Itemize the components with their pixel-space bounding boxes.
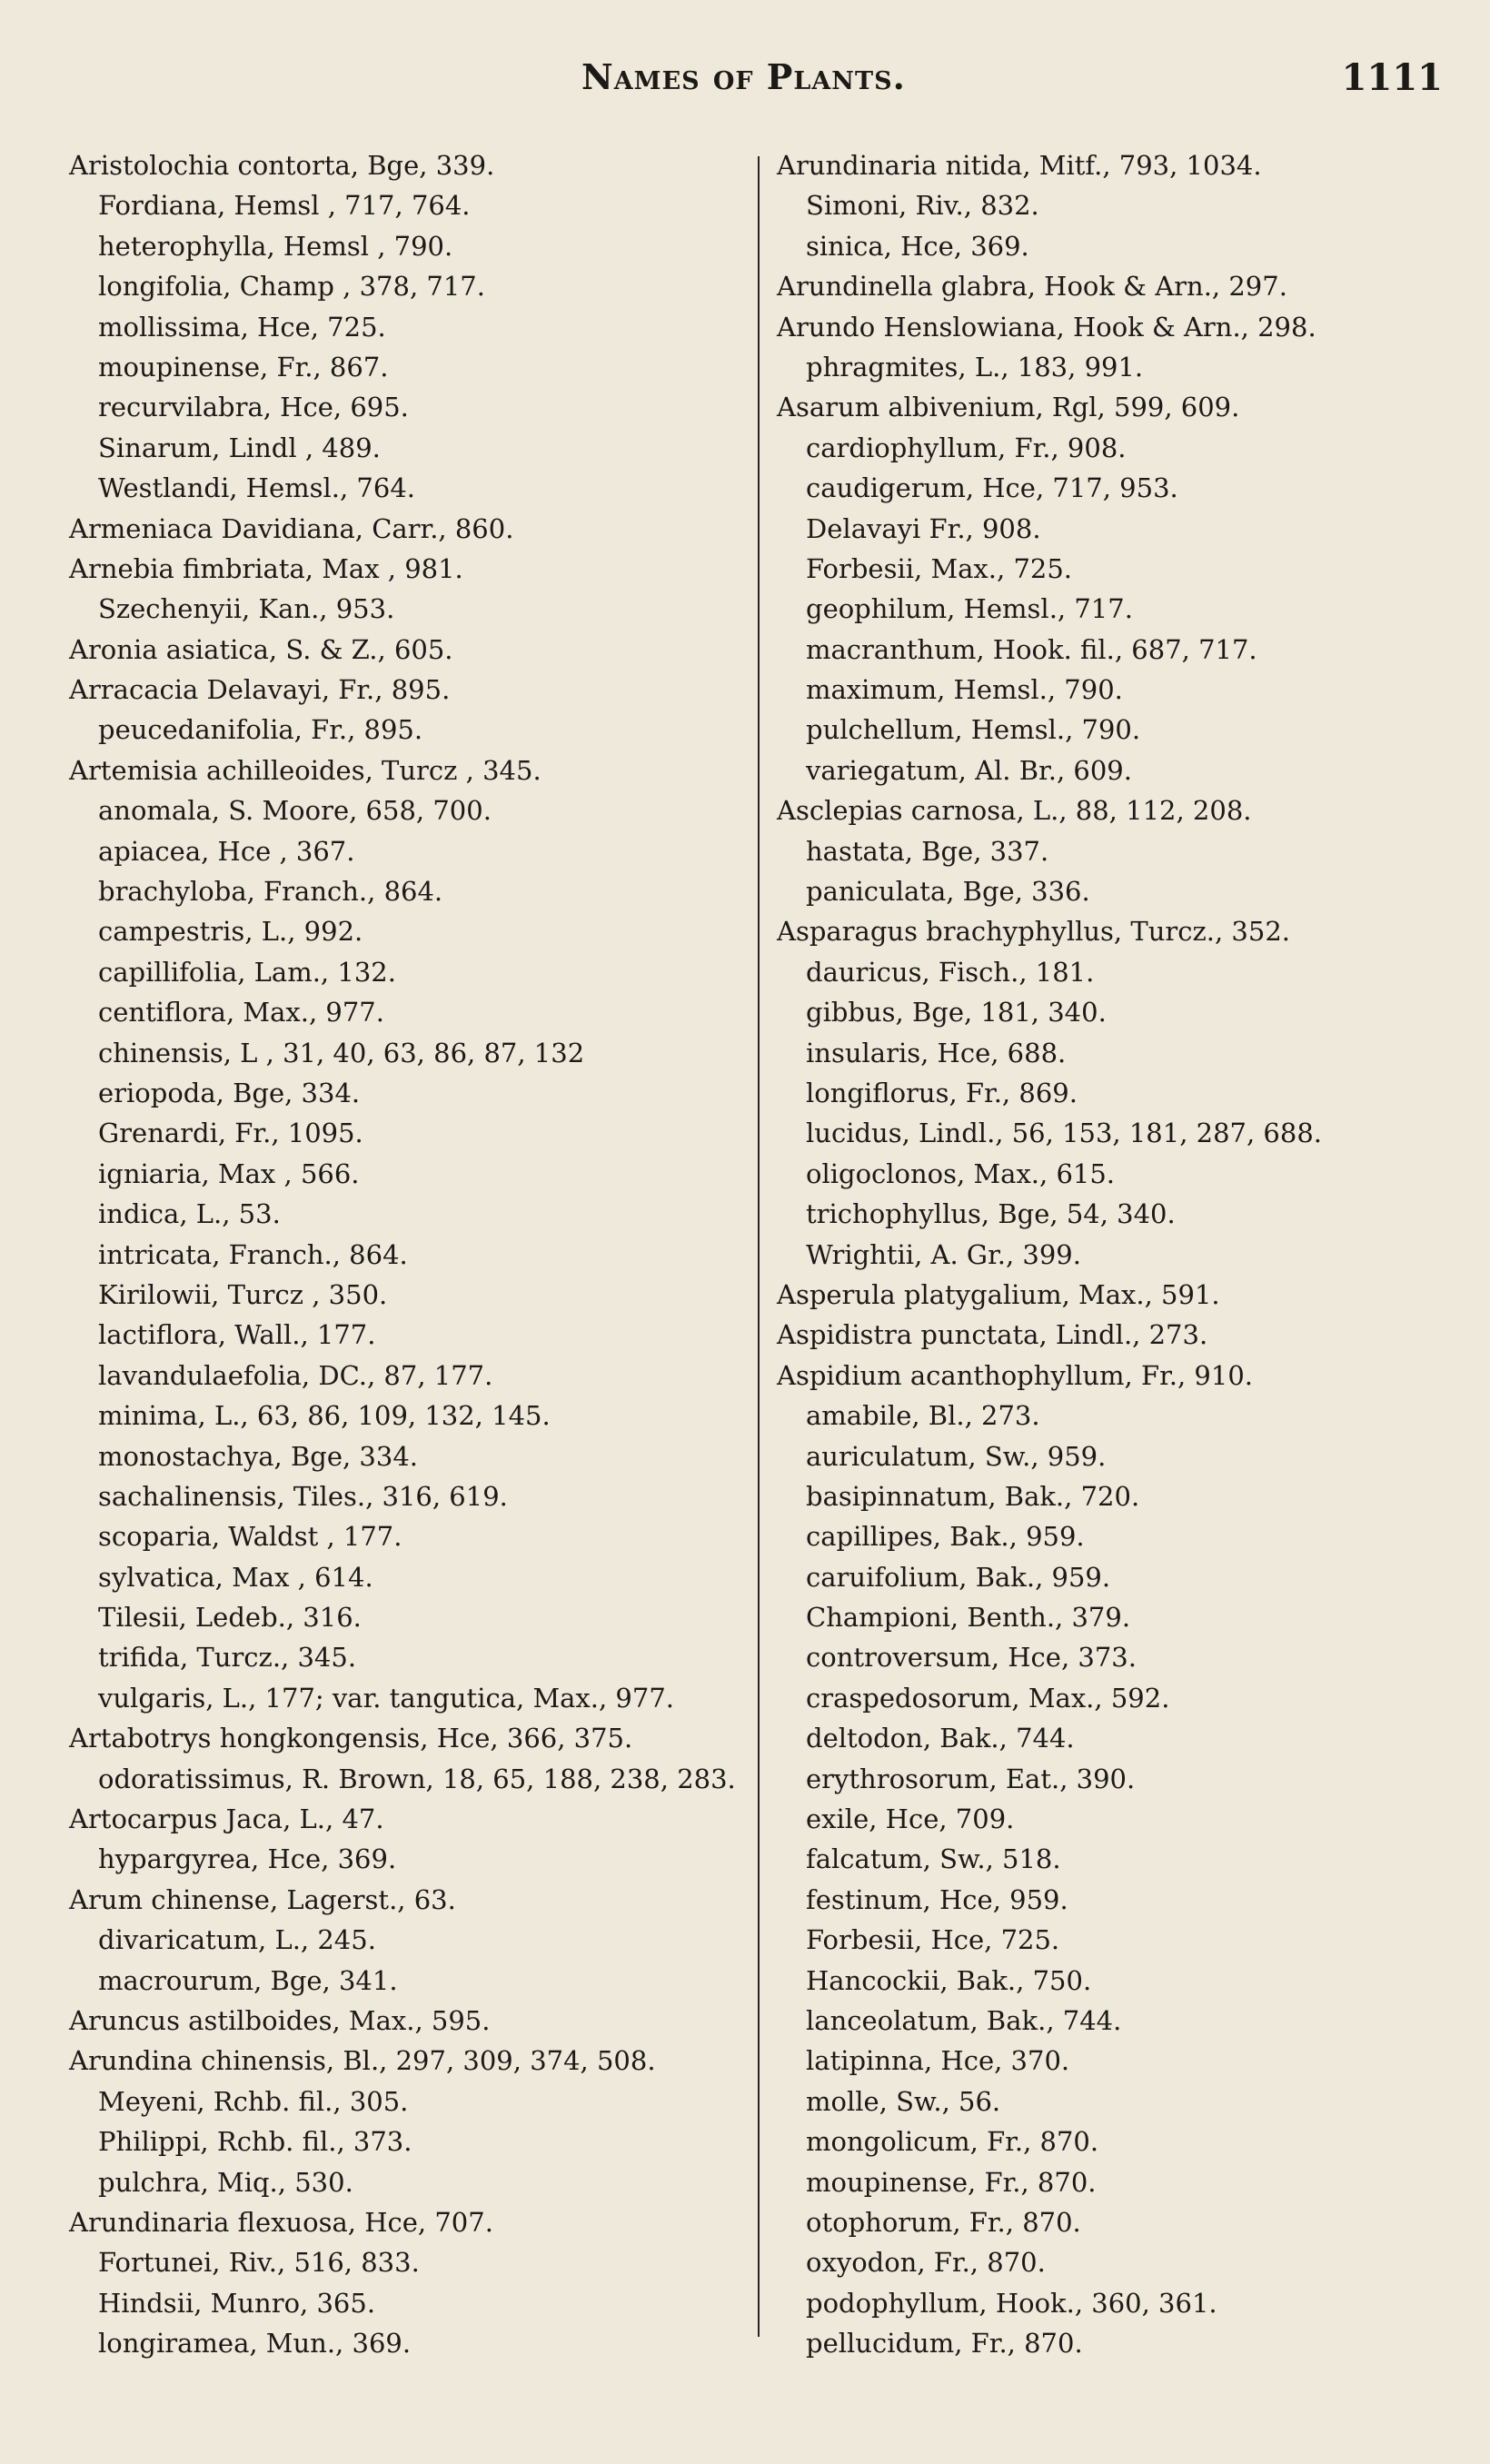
index-subentry: Westlandi, Hemsl., 764. xyxy=(98,472,415,504)
index-entry: Asparagus brachyphyllus, Turcz., 352. xyxy=(777,916,1290,948)
index-subentry: Forbesii, Max., 725. xyxy=(806,552,1073,584)
index-subentry: longifolia, Champ , 378, 717. xyxy=(98,271,485,303)
index-subentry: molle, Sw., 56. xyxy=(806,2085,1001,2117)
index-subentry: Sinarum, Lindl , 489. xyxy=(98,432,381,463)
index-subentry: maximum, Hemsl., 790. xyxy=(806,674,1123,706)
index-subentry: mollissima, Hce, 725. xyxy=(98,311,386,343)
index-subentry: pulchellum, Hemsl., 790. xyxy=(806,714,1141,746)
index-entry: Artemisia achilleoides, Turcz , 345. xyxy=(69,754,541,786)
index-subentry: heterophylla, Hemsl , 790. xyxy=(98,230,453,262)
index-subentry: sylvatica, Max , 614. xyxy=(98,1561,373,1593)
index-subentry: Tilesii, Ledeb., 316. xyxy=(98,1602,362,1634)
index-entry: Aruncus astilboides, Max., 595. xyxy=(69,2004,491,2036)
index-subentry: Kirilowii, Turcz , 350. xyxy=(98,1278,388,1310)
index-entry: Aristolochia contorta, Bge, 339. xyxy=(69,150,495,181)
index-subentry: auriculatum, Sw., 959. xyxy=(806,1440,1107,1472)
index-subentry: longiramea, Mun., 369. xyxy=(98,2328,412,2360)
index-entry: Arundinaria flexuosa, Hce, 707. xyxy=(69,2206,493,2238)
index-subentry: basipinnatum, Bak., 720. xyxy=(806,1480,1140,1512)
index-subentry: insularis, Hce, 688. xyxy=(806,1037,1067,1068)
index-subentry: falcatum, Sw., 518. xyxy=(806,1843,1061,1875)
index-subentry: dauricus, Fisch., 181. xyxy=(806,956,1095,988)
index-column-right xyxy=(777,145,1449,2363)
index-subentry: minima, L., 63, 86, 109, 132, 145. xyxy=(98,1400,551,1432)
index-subentry: gibbus, Bge, 181, 340. xyxy=(806,997,1107,1028)
index-entry: Asclepias carnosa, L., 88, 112, 208. xyxy=(777,795,1252,827)
index-subentry: festinum, Hce, 959. xyxy=(806,1883,1068,1915)
index-subentry: phragmites, L., 183, 991. xyxy=(806,351,1144,383)
index-subentry: lucidus, Lindl., 56, 153, 181, 287, 688. xyxy=(806,1118,1323,1149)
index-subentry: oligoclonos, Max., 615. xyxy=(806,1157,1116,1189)
index-subentry: mongolicum, Fr., 870. xyxy=(806,2126,1099,2158)
index-subentry: Wrightii, A. Gr., 399. xyxy=(806,1238,1081,1270)
index-subentry: Hindsii, Munro, 365. xyxy=(98,2287,376,2319)
index-subentry: caruifolium, Bak., 959. xyxy=(806,1561,1111,1593)
index-entry: Aspidium acanthophyllum, Fr., 910. xyxy=(777,1359,1253,1391)
index-subentry: Meyeni, Rchb. fil., 305. xyxy=(98,2085,409,2117)
index-subentry: macranthum, Hook. fil., 687, 717. xyxy=(806,633,1257,665)
index-column-left xyxy=(69,145,741,2363)
index-subentry: craspedosorum, Max., 592. xyxy=(806,1682,1170,1714)
index-subentry: pulchra, Miq., 530. xyxy=(98,2166,353,2198)
running-head xyxy=(0,56,1490,111)
index-entry: Artocarpus Jaca, L., 47. xyxy=(69,1803,384,1835)
index-subentry: igniaria, Max , 566. xyxy=(98,1157,360,1189)
index-entry: Arundinella glabra, Hook & Arn., 297. xyxy=(777,271,1287,303)
index-subentry: amabile, Bl., 273. xyxy=(806,1400,1040,1432)
index-subentry: macrourum, Bge, 341. xyxy=(98,1964,398,1996)
page-number: 1111 xyxy=(1341,56,1443,99)
index-subentry: hypargyrea, Hce, 369. xyxy=(98,1843,397,1875)
index-entry: Aronia asiatica, S. & Z., 605. xyxy=(69,633,453,665)
index-subentry: longiflorus, Fr., 869. xyxy=(806,1077,1078,1108)
index-subentry: moupinense, Fr., 870. xyxy=(806,2166,1097,2198)
index-subentry: caudigerum, Hce, 717, 953. xyxy=(806,472,1178,504)
index-subentry: Fordiana, Hemsl , 717, 764. xyxy=(98,190,471,222)
index-subentry: cardiophyllum, Fr., 908. xyxy=(806,432,1127,463)
index-entry: Arundo Henslowiana, Hook & Arn., 298. xyxy=(777,311,1316,343)
index-subentry: podophyllum, Hook., 360, 361. xyxy=(806,2287,1217,2319)
index-entry: Arundina chinensis, Bl., 297, 309, 374, 508. xyxy=(69,2045,656,2077)
index-subentry: chinensis, L , 31, 40, 63, 86, 87, 132 xyxy=(98,1037,585,1068)
index-subentry: sinica, Hce, 369. xyxy=(806,230,1029,262)
index-entry: Arundinaria nitida, Mitf., 793, 1034. xyxy=(777,150,1262,181)
index-subentry: recurvilabra, Hce, 695. xyxy=(98,392,409,423)
index-subentry: variegatum, Al. Br., 609. xyxy=(806,754,1132,786)
index-subentry: exile, Hce, 709. xyxy=(806,1803,1015,1835)
index-subentry: intricata, Franch., 864. xyxy=(98,1238,408,1270)
index-subentry: anomala, S. Moore, 658, 700. xyxy=(98,795,492,827)
index-subentry: odoratissimus, R. Brown, 18, 65, 188, 238, 283. xyxy=(98,1763,736,1794)
index-subentry: Philippi, Rchb. fil., 373. xyxy=(98,2126,412,2158)
index-subentry: apiacea, Hce , 367. xyxy=(98,835,355,867)
index-subentry: Szechenyii, Kan., 953. xyxy=(98,593,395,625)
index-entry: Arracacia Delavayi, Fr., 895. xyxy=(69,674,451,706)
index-subentry: lavandulaefolia, DC., 87, 177. xyxy=(98,1359,493,1391)
index-subentry: paniculata, Bge, 336. xyxy=(806,876,1090,908)
index-subentry: Fortunei, Riv., 516, 833. xyxy=(98,2247,420,2279)
index-subentry: oxyodon, Fr., 870. xyxy=(806,2247,1046,2279)
index-subentry: latipinna, Hce, 370. xyxy=(806,2045,1070,2077)
index-subentry: Championi, Benth., 379. xyxy=(806,1602,1131,1634)
index-subentry: scoparia, Waldst , 177. xyxy=(98,1521,402,1553)
index-subentry: indica, L., 53. xyxy=(98,1198,281,1230)
index-subentry: divaricatum, L., 245. xyxy=(98,1924,376,1956)
index-subentry: monostachya, Bge, 334. xyxy=(98,1440,418,1472)
index-subentry: Grenardi, Fr., 1095. xyxy=(98,1118,363,1149)
index-subentry: sachalinensis, Tiles., 316, 619. xyxy=(98,1480,508,1512)
index-subentry: lanceolatum, Bak., 744. xyxy=(806,2004,1122,2036)
index-subentry: trichophyllus, Bge, 54, 340. xyxy=(806,1198,1176,1230)
index-subentry: brachyloba, Franch., 864. xyxy=(98,876,443,908)
index-entry: Asperula platygalium, Max., 591. xyxy=(777,1278,1220,1310)
index-subentry: trifida, Turcz., 345. xyxy=(98,1642,357,1674)
index-subentry: peucedanifolia, Fr., 895. xyxy=(98,714,423,746)
index-subentry: hastata, Bge, 337. xyxy=(806,835,1049,867)
index-subentry: centiflora, Max., 977. xyxy=(98,997,384,1028)
index-subentry: capillifolia, Lam., 132. xyxy=(98,956,396,988)
index-subentry: capillipes, Bak., 959. xyxy=(806,1521,1085,1553)
index-subentry: moupinense, Fr., 867. xyxy=(98,351,389,383)
index-subentry: geophilum, Hemsl., 717. xyxy=(806,593,1133,625)
page-title: Names of Plants. xyxy=(581,56,906,97)
index-entry: Aspidistra punctata, Lindl., 273. xyxy=(777,1319,1208,1351)
index-subentry: Hancockii, Bak., 750. xyxy=(806,1964,1092,1996)
index-entry: Arnebia fimbriata, Max , 981. xyxy=(69,552,463,584)
index-subentry: campestris, L., 992. xyxy=(98,916,363,948)
index-subentry: deltodon, Bak., 744. xyxy=(806,1723,1075,1754)
index-subentry: pellucidum, Fr., 870. xyxy=(806,2328,1083,2360)
column-divider xyxy=(758,156,760,2337)
index-entry: Armeniaca Davidiana, Carr., 860. xyxy=(69,512,514,544)
index-subentry: Delavayi Fr., 908. xyxy=(806,512,1041,544)
index-subentry: vulgaris, L., 177; var. tangutica, Max., 977. xyxy=(98,1682,675,1714)
index-entry: Artabotrys hongkongensis, Hce, 366, 375. xyxy=(69,1723,633,1754)
index-subentry: lactiflora, Wall., 177. xyxy=(98,1319,376,1351)
index-subentry: controversum, Hce, 373. xyxy=(806,1642,1137,1674)
index-subentry: eriopoda, Bge, 334. xyxy=(98,1077,361,1108)
index-subentry: Simoni, Riv., 832. xyxy=(806,190,1039,222)
index-subentry: otophorum, Fr., 870. xyxy=(806,2206,1081,2238)
index-subentry: erythrosorum, Eat., 390. xyxy=(806,1763,1136,1794)
index-entry: Asarum albivenium, Rgl, 599, 609. xyxy=(777,392,1240,423)
index-entry: Arum chinense, Lagerst., 63. xyxy=(69,1883,456,1915)
index-subentry: Forbesii, Hce, 725. xyxy=(806,1924,1060,1956)
